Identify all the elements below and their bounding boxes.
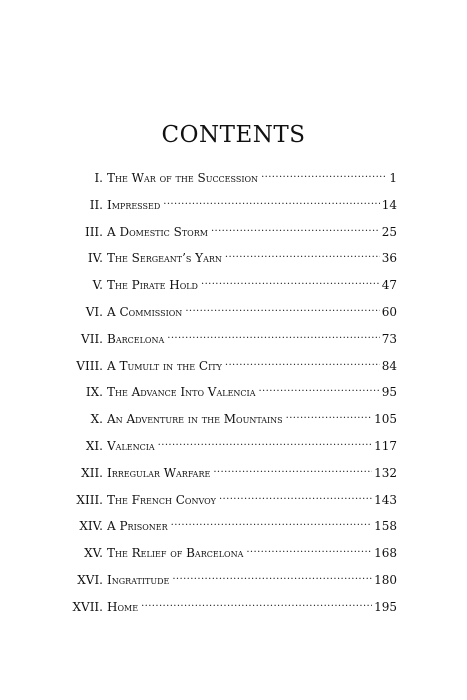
- chapter-title: A Tumult in the City: [107, 358, 222, 373]
- chapter-title: Home: [107, 599, 139, 614]
- chapter-title: Barcelona: [107, 331, 165, 346]
- chapter-title: A Commission: [107, 305, 183, 319]
- chapter-title: The French Convoy: [107, 492, 216, 507]
- chapter-number: VIII.: [76, 358, 103, 373]
- chapter-number: XVI.: [77, 573, 103, 587]
- toc-entry[interactable]: [0, 329, 467, 349]
- dot-leader: [213, 465, 372, 477]
- chapter-page: 117: [374, 439, 397, 453]
- dot-leader: [246, 545, 372, 557]
- chapter-number: XIII.: [76, 492, 103, 507]
- chapter-page: 195: [374, 599, 397, 614]
- toc-entry[interactable]: [0, 597, 467, 617]
- chapter-line: [107, 248, 397, 268]
- chapter-page: 1: [389, 171, 397, 185]
- chapter-number: XI.: [85, 439, 103, 453]
- chapter-number: I.: [94, 171, 103, 185]
- chapter-title: A Domestic Storm: [107, 224, 208, 239]
- chapter-line: [107, 275, 397, 295]
- page-title: CONTENTS: [161, 122, 306, 148]
- chapter-line: [107, 329, 397, 349]
- chapter-line: [107, 222, 397, 242]
- chapter-number: XIV.: [79, 519, 103, 534]
- chapter-page: 25: [381, 224, 397, 239]
- dot-leader: [225, 358, 380, 370]
- dot-leader: [141, 599, 372, 611]
- chapter-line: [107, 436, 397, 456]
- toc-entry[interactable]: [0, 382, 467, 402]
- chapter-line: [107, 195, 397, 215]
- chapter-number: XVII.: [72, 599, 103, 614]
- toc-entry[interactable]: [0, 570, 467, 590]
- chapter-title: A Prisoner: [107, 519, 168, 534]
- dot-leader: [201, 277, 380, 289]
- chapter-line: [107, 516, 397, 536]
- chapter-title: Valencia: [107, 439, 155, 453]
- chapter-page: 95: [381, 385, 397, 400]
- dot-leader: [171, 518, 372, 530]
- toc-entry[interactable]: [0, 543, 467, 563]
- toc-entry[interactable]: [0, 436, 467, 456]
- dot-leader: [163, 197, 379, 209]
- toc-entry[interactable]: [0, 356, 467, 376]
- dot-leader: [211, 224, 380, 236]
- chapter-title: An Adventure in the Mountains: [107, 412, 283, 427]
- chapter-title: The War of the Succession: [107, 171, 259, 185]
- toc-entry[interactable]: [0, 195, 467, 215]
- chapter-number: VI.: [85, 305, 103, 319]
- dot-leader: [225, 250, 380, 262]
- chapter-line: [107, 543, 397, 563]
- dot-leader: [167, 331, 379, 343]
- dot-leader: [258, 384, 379, 396]
- toc-entry[interactable]: [0, 248, 467, 268]
- toc-entry[interactable]: [0, 516, 467, 536]
- chapter-number: XV.: [84, 546, 103, 561]
- chapter-page: 105: [374, 412, 397, 427]
- chapter-title: The Advance Into Valencia: [107, 385, 256, 400]
- chapter-line: [107, 570, 397, 590]
- chapter-page: 47: [381, 278, 397, 293]
- chapter-title: The Relief of Barcelona: [107, 546, 244, 561]
- chapter-line: [107, 597, 397, 617]
- toc-entry[interactable]: [0, 409, 467, 429]
- toc-entry[interactable]: [0, 490, 467, 510]
- chapter-title: The Sergeant’s Yarn: [107, 251, 222, 266]
- chapter-line: [107, 409, 397, 429]
- chapter-page: 14: [381, 197, 397, 212]
- chapter-line: [107, 490, 397, 510]
- chapter-line: [107, 463, 397, 483]
- chapter-line: [107, 382, 397, 402]
- dot-leader: [261, 170, 387, 182]
- dot-leader: [185, 304, 379, 316]
- chapter-number: V.: [92, 278, 103, 293]
- chapter-page: 158: [374, 519, 397, 534]
- chapter-number: III.: [84, 224, 103, 239]
- chapter-line: [107, 356, 397, 376]
- chapter-number: II.: [89, 197, 103, 212]
- chapter-title: The Pirate Hold: [107, 278, 198, 293]
- chapter-number: IX.: [85, 385, 103, 400]
- chapter-number: VII.: [81, 331, 103, 346]
- chapter-title: Impressed: [107, 197, 161, 212]
- chapter-title: Ingratitude: [107, 573, 170, 587]
- chapter-page: 143: [374, 492, 397, 507]
- chapter-number: X.: [90, 412, 103, 427]
- dot-leader: [286, 411, 372, 423]
- chapter-page: 168: [374, 546, 397, 561]
- chapter-page: 132: [374, 465, 397, 480]
- chapter-number: XII.: [81, 465, 103, 480]
- toc-entry[interactable]: [0, 463, 467, 483]
- toc-entry[interactable]: [0, 302, 467, 322]
- dot-leader: [158, 438, 372, 450]
- chapter-page: 60: [381, 305, 397, 319]
- chapter-page: 36: [381, 251, 397, 266]
- chapter-page: 73: [381, 331, 397, 346]
- chapter-title: Irregular Warfare: [107, 465, 211, 480]
- chapter-line: [107, 168, 397, 188]
- dot-leader: [219, 492, 372, 504]
- toc-entry[interactable]: [0, 275, 467, 295]
- chapter-page: 84: [381, 358, 397, 373]
- toc-entry[interactable]: [0, 222, 467, 242]
- chapter-page: 180: [374, 573, 397, 587]
- toc-entry[interactable]: [0, 168, 467, 188]
- dot-leader: [172, 572, 372, 584]
- chapter-line: [107, 302, 397, 322]
- chapter-number: IV.: [87, 251, 103, 266]
